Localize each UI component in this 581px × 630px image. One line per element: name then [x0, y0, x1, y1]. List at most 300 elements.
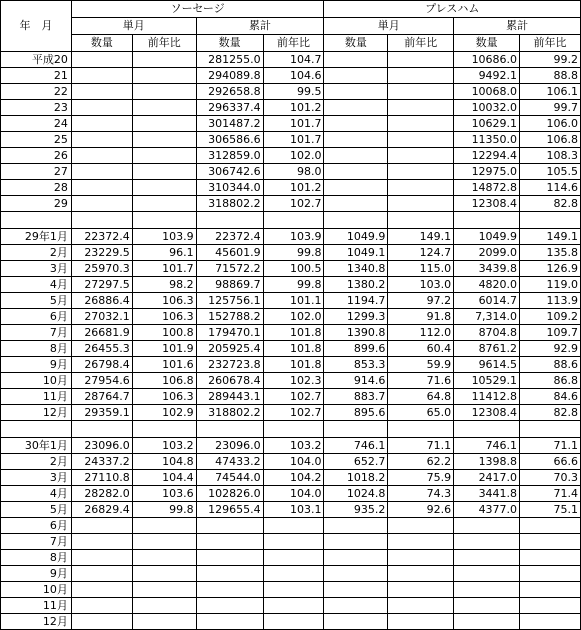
yoy-header: 前年比 — [263, 35, 324, 52]
row-label: 10月 — [1, 373, 72, 389]
sausage-monthly-quantity — [71, 550, 132, 566]
empty-cell — [263, 212, 324, 229]
ham-monthly-yoy: 124.7 — [388, 245, 454, 261]
ham-cumulative-header: 累計 — [454, 18, 581, 35]
ham-cumulative-quantity: 8761.2 — [454, 341, 520, 357]
sausage-cumulative-yoy: 102.7 — [263, 389, 324, 405]
table-row — [1, 180, 581, 196]
sausage-cumulative-yoy: 102.7 — [263, 196, 324, 212]
sausage-cumulative-quantity — [196, 582, 263, 598]
sausage-monthly-yoy — [132, 116, 196, 132]
sausage-cumulative-quantity: 98869.7 — [196, 277, 263, 293]
ham-monthly-yoy — [388, 582, 454, 598]
empty-cell — [263, 421, 324, 438]
row-label: 29 — [1, 196, 72, 212]
ham-monthly-yoy: 71.6 — [388, 373, 454, 389]
sausage-monthly-quantity: 23096.0 — [71, 438, 132, 454]
row-label: 2月 — [1, 454, 72, 470]
row-label: 5月 — [1, 293, 72, 309]
spacer-row — [1, 212, 581, 229]
table-row — [1, 550, 581, 566]
ham-cumulative-quantity: 3441.8 — [454, 486, 520, 502]
ham-monthly-yoy — [388, 100, 454, 116]
sausage-header: ソーセージ — [71, 1, 324, 18]
ham-monthly-header: 単月 — [324, 18, 454, 35]
ham-cumulative-yoy: 82.8 — [520, 196, 581, 212]
sausage-monthly-quantity — [71, 52, 132, 68]
ham-cumulative-quantity: 12308.4 — [454, 405, 520, 421]
sausage-monthly-yoy — [132, 52, 196, 68]
year-month-header: 年 月 — [1, 1, 72, 52]
sausage-monthly-yoy — [132, 132, 196, 148]
ham-monthly-yoy: 71.1 — [388, 438, 454, 454]
sausage-cumulative-quantity: 296337.4 — [196, 100, 263, 116]
sausage-cumulative-quantity: 205925.4 — [196, 341, 263, 357]
ham-cumulative-quantity: 10032.0 — [454, 100, 520, 116]
sausage-monthly-yoy: 103.6 — [132, 486, 196, 502]
ham-monthly-yoy — [388, 518, 454, 534]
sausage-cumulative-yoy: 101.1 — [263, 293, 324, 309]
sausage-cumulative-yoy — [263, 614, 324, 630]
row-label: 25 — [1, 132, 72, 148]
sausage-monthly-quantity: 27297.5 — [71, 277, 132, 293]
table-row — [1, 454, 581, 470]
ham-cumulative-quantity: 1049.9 — [454, 229, 520, 245]
ham-monthly-quantity: 1299.3 — [324, 309, 388, 325]
ham-monthly-yoy — [388, 566, 454, 582]
sausage-cumulative-yoy — [263, 566, 324, 582]
ham-cumulative-yoy: 106.1 — [520, 84, 581, 100]
sausage-monthly-yoy: 101.6 — [132, 357, 196, 373]
ham-monthly-yoy — [388, 84, 454, 100]
sausage-monthly-yoy: 106.3 — [132, 389, 196, 405]
sausage-monthly-yoy — [132, 566, 196, 582]
ham-cumulative-yoy: 109.7 — [520, 325, 581, 341]
sausage-monthly-quantity — [71, 614, 132, 630]
ham-cumulative-yoy: 99.2 — [520, 52, 581, 68]
row-label: 12月 — [1, 405, 72, 421]
sausage-monthly-yoy: 100.8 — [132, 325, 196, 341]
ham-monthly-yoy — [388, 534, 454, 550]
sausage-cumulative-quantity: 152788.2 — [196, 309, 263, 325]
sausage-cumulative-quantity: 179470.1 — [196, 325, 263, 341]
ham-cumulative-quantity: 4820.0 — [454, 277, 520, 293]
ham-cumulative-yoy: 92.9 — [520, 341, 581, 357]
ham-monthly-quantity: 1024.8 — [324, 486, 388, 502]
ham-monthly-yoy: 60.4 — [388, 341, 454, 357]
ham-cumulative-yoy: 88.6 — [520, 357, 581, 373]
sausage-monthly-yoy: 106.3 — [132, 293, 196, 309]
row-label: 27 — [1, 164, 72, 180]
table-row — [1, 357, 581, 373]
empty-cell — [454, 212, 520, 229]
ham-monthly-quantity: 899.6 — [324, 341, 388, 357]
yoy-header: 前年比 — [520, 35, 581, 52]
header-row-3 — [1, 35, 581, 52]
sausage-monthly-yoy — [132, 534, 196, 550]
ham-cumulative-yoy: 113.9 — [520, 293, 581, 309]
table-row — [1, 164, 581, 180]
table-row — [1, 52, 581, 68]
table-row — [1, 277, 581, 293]
table-row — [1, 261, 581, 277]
quantity-header: 数量 — [324, 35, 388, 52]
table-row — [1, 486, 581, 502]
sausage-monthly-yoy: 103.9 — [132, 229, 196, 245]
ham-cumulative-quantity: 10529.1 — [454, 373, 520, 389]
row-label: 30年1月 — [1, 438, 72, 454]
sausage-cumulative-yoy: 104.2 — [263, 470, 324, 486]
sausage-monthly-quantity: 24337.2 — [71, 454, 132, 470]
row-label: 28 — [1, 180, 72, 196]
ham-cumulative-yoy: 105.5 — [520, 164, 581, 180]
sausage-cumulative-quantity: 125756.1 — [196, 293, 263, 309]
sausage-cumulative-quantity: 306742.6 — [196, 164, 263, 180]
ham-cumulative-quantity — [454, 518, 520, 534]
ham-monthly-quantity — [324, 614, 388, 630]
table-row — [1, 598, 581, 614]
table-row — [1, 405, 581, 421]
empty-cell — [388, 421, 454, 438]
ham-cumulative-quantity: 12294.4 — [454, 148, 520, 164]
ham-cumulative-yoy: 75.1 — [520, 502, 581, 518]
sausage-monthly-yoy — [132, 148, 196, 164]
ham-monthly-yoy — [388, 614, 454, 630]
sausage-cumulative-yoy: 101.2 — [263, 180, 324, 196]
sausage-cumulative-yoy: 99.5 — [263, 84, 324, 100]
sausage-cumulative-yoy: 101.7 — [263, 116, 324, 132]
sausage-monthly-quantity: 26829.4 — [71, 502, 132, 518]
ham-cumulative-yoy: 119.0 — [520, 277, 581, 293]
sausage-cumulative-quantity: 260678.4 — [196, 373, 263, 389]
ham-monthly-quantity — [324, 84, 388, 100]
sausage-cumulative-yoy: 103.2 — [263, 438, 324, 454]
ham-monthly-yoy: 75.9 — [388, 470, 454, 486]
ham-cumulative-yoy — [520, 534, 581, 550]
ham-cumulative-yoy: 70.3 — [520, 470, 581, 486]
sausage-cumulative-quantity: 129655.4 — [196, 502, 263, 518]
sausage-monthly-quantity: 25970.3 — [71, 261, 132, 277]
ham-cumulative-yoy: 88.8 — [520, 68, 581, 84]
press-ham-header: プレスハム — [324, 1, 581, 18]
row-label: 平成20 — [1, 52, 72, 68]
ham-cumulative-yoy — [520, 518, 581, 534]
empty-cell — [132, 212, 196, 229]
sausage-monthly-yoy: 106.3 — [132, 309, 196, 325]
table-row — [1, 116, 581, 132]
sausage-monthly-yoy — [132, 84, 196, 100]
ham-monthly-quantity: 746.1 — [324, 438, 388, 454]
ham-monthly-quantity: 895.6 — [324, 405, 388, 421]
row-label: 6月 — [1, 309, 72, 325]
sausage-monthly-header: 単月 — [71, 18, 196, 35]
yoy-header: 前年比 — [132, 35, 196, 52]
ham-monthly-yoy — [388, 598, 454, 614]
sausage-monthly-quantity: 26886.4 — [71, 293, 132, 309]
sausage-cumulative-quantity: 47433.2 — [196, 454, 263, 470]
table-row — [1, 132, 581, 148]
sausage-cumulative-yoy: 100.5 — [263, 261, 324, 277]
sausage-cumulative-yoy: 98.0 — [263, 164, 324, 180]
sausage-monthly-quantity: 28282.0 — [71, 486, 132, 502]
sausage-monthly-quantity — [71, 100, 132, 116]
sausage-cumulative-header: 累計 — [196, 18, 324, 35]
empty-cell — [196, 212, 263, 229]
sausage-monthly-yoy: 104.8 — [132, 454, 196, 470]
spacer-row — [1, 421, 581, 438]
sausage-cumulative-quantity: 45601.9 — [196, 245, 263, 261]
ham-monthly-quantity: 1049.9 — [324, 229, 388, 245]
ham-cumulative-quantity: 2417.0 — [454, 470, 520, 486]
ham-cumulative-quantity: 11350.0 — [454, 132, 520, 148]
sausage-monthly-yoy: 101.7 — [132, 261, 196, 277]
sausage-monthly-yoy — [132, 100, 196, 116]
sausage-cumulative-yoy: 102.3 — [263, 373, 324, 389]
table-row — [1, 293, 581, 309]
empty-cell — [324, 421, 388, 438]
ham-monthly-yoy: 103.0 — [388, 277, 454, 293]
ham-monthly-quantity: 935.2 — [324, 502, 388, 518]
sausage-monthly-quantity — [71, 68, 132, 84]
ham-cumulative-quantity — [454, 550, 520, 566]
table-row — [1, 582, 581, 598]
ham-cumulative-quantity: 12975.0 — [454, 164, 520, 180]
ham-monthly-quantity: 1194.7 — [324, 293, 388, 309]
table-row — [1, 325, 581, 341]
ham-cumulative-quantity: 8704.8 — [454, 325, 520, 341]
quantity-header: 数量 — [196, 35, 263, 52]
sausage-monthly-quantity — [71, 132, 132, 148]
ham-cumulative-quantity: 10686.0 — [454, 52, 520, 68]
row-label: 2月 — [1, 245, 72, 261]
sausage-monthly-yoy — [132, 550, 196, 566]
row-label: 4月 — [1, 486, 72, 502]
sausage-monthly-quantity — [71, 598, 132, 614]
ham-monthly-quantity — [324, 180, 388, 196]
sausage-cumulative-yoy: 102.0 — [263, 148, 324, 164]
ham-monthly-yoy: 97.2 — [388, 293, 454, 309]
ham-monthly-quantity — [324, 164, 388, 180]
ham-monthly-yoy — [388, 52, 454, 68]
row-label: 22 — [1, 84, 72, 100]
sausage-cumulative-quantity — [196, 566, 263, 582]
sausage-monthly-quantity: 27110.8 — [71, 470, 132, 486]
sausage-cumulative-quantity — [196, 534, 263, 550]
empty-cell — [71, 212, 132, 229]
sausage-monthly-quantity — [71, 534, 132, 550]
sausage-cumulative-yoy: 99.8 — [263, 277, 324, 293]
sausage-monthly-yoy — [132, 180, 196, 196]
ham-cumulative-quantity: 10068.0 — [454, 84, 520, 100]
table-row — [1, 566, 581, 582]
sausage-monthly-quantity — [71, 116, 132, 132]
row-label: 3月 — [1, 261, 72, 277]
empty-cell — [520, 212, 581, 229]
empty-cell — [132, 421, 196, 438]
sausage-monthly-yoy: 104.4 — [132, 470, 196, 486]
sausage-cumulative-yoy: 101.2 — [263, 100, 324, 116]
sausage-monthly-quantity — [71, 196, 132, 212]
row-label: 11月 — [1, 598, 72, 614]
row-label: 8月 — [1, 341, 72, 357]
sausage-cumulative-yoy: 101.7 — [263, 132, 324, 148]
ham-monthly-quantity — [324, 598, 388, 614]
ham-monthly-yoy: 115.0 — [388, 261, 454, 277]
ham-cumulative-quantity: 7,314.0 — [454, 309, 520, 325]
ham-cumulative-yoy: 84.6 — [520, 389, 581, 405]
ham-cumulative-yoy: 126.9 — [520, 261, 581, 277]
sausage-monthly-quantity: 26455.3 — [71, 341, 132, 357]
empty-cell — [1, 212, 72, 229]
table-row — [1, 438, 581, 454]
sausage-cumulative-yoy: 101.8 — [263, 325, 324, 341]
sausage-cumulative-yoy: 103.9 — [263, 229, 324, 245]
empty-cell — [454, 421, 520, 438]
ham-cumulative-yoy — [520, 582, 581, 598]
sausage-monthly-yoy: 101.9 — [132, 341, 196, 357]
sausage-monthly-quantity — [71, 180, 132, 196]
sausage-cumulative-yoy: 101.8 — [263, 341, 324, 357]
ham-monthly-yoy — [388, 148, 454, 164]
ham-monthly-quantity: 1380.2 — [324, 277, 388, 293]
ham-cumulative-yoy — [520, 614, 581, 630]
table-row — [1, 245, 581, 261]
sausage-cumulative-quantity: 318802.2 — [196, 405, 263, 421]
sausage-cumulative-yoy: 99.8 — [263, 245, 324, 261]
ham-monthly-quantity: 1018.2 — [324, 470, 388, 486]
ham-monthly-yoy: 74.3 — [388, 486, 454, 502]
ham-monthly-yoy — [388, 164, 454, 180]
table-row — [1, 470, 581, 486]
sausage-cumulative-yoy: 102.7 — [263, 405, 324, 421]
empty-cell — [520, 421, 581, 438]
ham-cumulative-quantity: 9492.1 — [454, 68, 520, 84]
ham-cumulative-quantity: 3439.8 — [454, 261, 520, 277]
sausage-cumulative-quantity: 23096.0 — [196, 438, 263, 454]
table-row — [1, 614, 581, 630]
sausage-monthly-quantity: 27032.1 — [71, 309, 132, 325]
sausage-cumulative-quantity — [196, 598, 263, 614]
row-label: 9月 — [1, 357, 72, 373]
ham-cumulative-quantity: 12308.4 — [454, 196, 520, 212]
sausage-monthly-yoy — [132, 614, 196, 630]
row-label: 29年1月 — [1, 229, 72, 245]
sausage-cumulative-yoy: 104.0 — [263, 486, 324, 502]
sausage-cumulative-yoy: 104.0 — [263, 454, 324, 470]
sausage-cumulative-quantity: 306586.6 — [196, 132, 263, 148]
sausage-monthly-yoy — [132, 68, 196, 84]
row-label: 11月 — [1, 389, 72, 405]
sausage-monthly-yoy: 106.8 — [132, 373, 196, 389]
sausage-cumulative-yoy — [263, 598, 324, 614]
sausage-cumulative-yoy: 101.8 — [263, 357, 324, 373]
sausage-cumulative-quantity: 312859.0 — [196, 148, 263, 164]
sausage-monthly-yoy — [132, 196, 196, 212]
empty-cell — [196, 421, 263, 438]
header-row-1 — [1, 1, 581, 18]
sausage-cumulative-yoy — [263, 582, 324, 598]
ham-monthly-quantity — [324, 132, 388, 148]
sausage-monthly-quantity — [71, 518, 132, 534]
table-row — [1, 502, 581, 518]
ham-monthly-yoy: 91.8 — [388, 309, 454, 325]
ham-monthly-quantity: 914.6 — [324, 373, 388, 389]
yoy-header: 前年比 — [388, 35, 454, 52]
table-row — [1, 341, 581, 357]
sausage-cumulative-quantity: 71572.2 — [196, 261, 263, 277]
sausage-cumulative-quantity: 289443.1 — [196, 389, 263, 405]
sausage-cumulative-quantity: 292658.8 — [196, 84, 263, 100]
table-row — [1, 389, 581, 405]
ham-cumulative-yoy: 114.6 — [520, 180, 581, 196]
sausage-cumulative-quantity: 294089.8 — [196, 68, 263, 84]
row-label: 6月 — [1, 518, 72, 534]
ham-cumulative-yoy: 135.8 — [520, 245, 581, 261]
empty-cell — [324, 212, 388, 229]
sausage-cumulative-quantity: 301487.2 — [196, 116, 263, 132]
ham-monthly-quantity: 1049.1 — [324, 245, 388, 261]
ham-cumulative-quantity: 9614.5 — [454, 357, 520, 373]
table-row — [1, 68, 581, 84]
ham-cumulative-quantity: 14872.8 — [454, 180, 520, 196]
row-label: 26 — [1, 148, 72, 164]
sausage-cumulative-quantity: 318802.2 — [196, 196, 263, 212]
sausage-cumulative-yoy: 102.0 — [263, 309, 324, 325]
ham-cumulative-quantity: 746.1 — [454, 438, 520, 454]
sausage-monthly-quantity: 26681.9 — [71, 325, 132, 341]
sausage-monthly-quantity: 22372.4 — [71, 229, 132, 245]
row-label: 12月 — [1, 614, 72, 630]
ham-cumulative-quantity: 2099.0 — [454, 245, 520, 261]
sausage-monthly-quantity — [71, 566, 132, 582]
table-row — [1, 84, 581, 100]
table-row — [1, 518, 581, 534]
ham-monthly-quantity — [324, 100, 388, 116]
sausage-monthly-quantity — [71, 84, 132, 100]
table-row — [1, 148, 581, 164]
sausage-monthly-yoy — [132, 598, 196, 614]
ham-monthly-quantity: 1390.8 — [324, 325, 388, 341]
sausage-cumulative-quantity: 310344.0 — [196, 180, 263, 196]
sausage-monthly-quantity: 27954.6 — [71, 373, 132, 389]
row-label: 7月 — [1, 325, 72, 341]
table-row — [1, 309, 581, 325]
ham-monthly-yoy: 112.0 — [388, 325, 454, 341]
ham-monthly-quantity: 1340.8 — [324, 261, 388, 277]
ham-cumulative-yoy — [520, 598, 581, 614]
row-label: 23 — [1, 100, 72, 116]
row-label: 21 — [1, 68, 72, 84]
ham-cumulative-quantity — [454, 566, 520, 582]
sausage-monthly-quantity: 29359.1 — [71, 405, 132, 421]
sausage-monthly-quantity — [71, 164, 132, 180]
ham-monthly-yoy: 62.2 — [388, 454, 454, 470]
table-row — [1, 534, 581, 550]
ham-cumulative-yoy — [520, 566, 581, 582]
table-row — [1, 373, 581, 389]
ham-monthly-quantity — [324, 52, 388, 68]
sausage-cumulative-yoy: 104.7 — [263, 52, 324, 68]
row-label: 10月 — [1, 582, 72, 598]
sausage-cumulative-yoy: 103.1 — [263, 502, 324, 518]
sausage-cumulative-quantity: 22372.4 — [196, 229, 263, 245]
sausage-monthly-quantity: 23229.5 — [71, 245, 132, 261]
ham-monthly-yoy: 149.1 — [388, 229, 454, 245]
ham-cumulative-yoy: 109.2 — [520, 309, 581, 325]
ham-cumulative-yoy: 149.1 — [520, 229, 581, 245]
ham-cumulative-yoy: 99.7 — [520, 100, 581, 116]
sausage-cumulative-quantity: 102826.0 — [196, 486, 263, 502]
